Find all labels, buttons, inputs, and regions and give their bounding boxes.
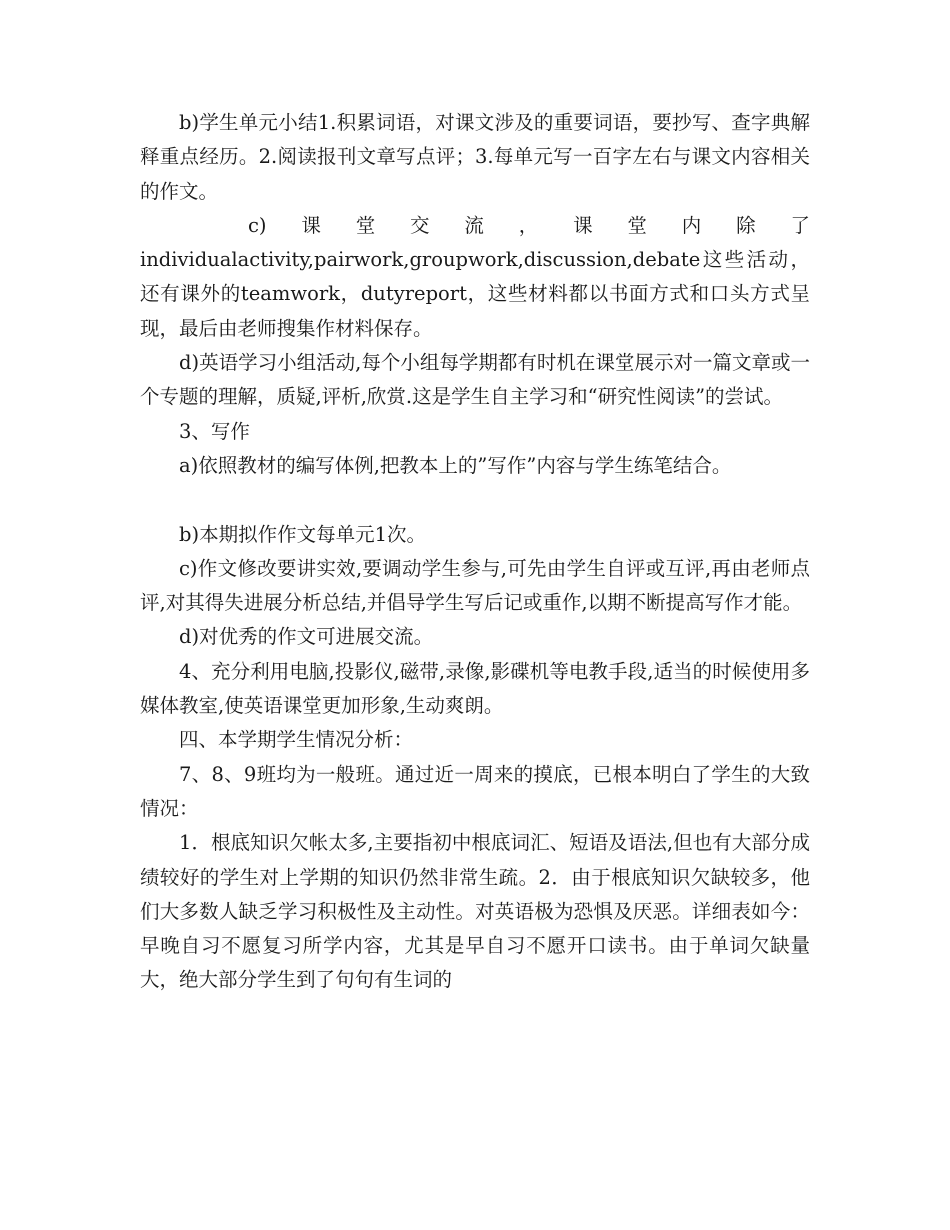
spaced-char: 课 bbox=[301, 213, 321, 237]
paragraph-class-overview: 7、8、9班均为一般班。通过近一周来的摸底，已根本明白了学生的大致情况： bbox=[140, 762, 810, 820]
spaced-char: 课 bbox=[573, 213, 593, 237]
blank-line bbox=[140, 483, 810, 517]
paragraph-multimedia: 4、充分利用电脑,投影仪,磁带,录像,影碟机等电教手段,适当的时候使用多媒体教室,使英语课堂更加形象,生动爽朗。 bbox=[140, 659, 810, 718]
spaced-char: ， bbox=[518, 213, 539, 237]
paragraph-basic-knowledge: 1．根底知识欠帐太多,主要指初中根底词汇、短语及语法,但也有大部分成绩较好的学生对上学期的知识仍然非常生疏。2．由于根底知识欠缺较多，他们大多数人缺乏学习积极性及主动性。对英语极为恐惧及厌恶。详细表如今：早晚自习不愿复习所学内容，尤其是早自习不愿开口读书。由于单词欠缺量大，绝大部分学生到了句句有生词的 bbox=[140, 831, 810, 992]
section-heading-writing: 3、写作 bbox=[179, 419, 250, 443]
paragraph-study-group: d)英语学习小组活动,每个小组每学期都有时机在课堂展示对一篇文章或一个专题的理解，质疑,评析,欣赏.这是学生自主学习和“研究性阅读”的尝试。 bbox=[140, 351, 810, 409]
spaced-char: 除 bbox=[736, 213, 756, 237]
spaced-char: 了 bbox=[790, 213, 810, 237]
spaced-char: 流 bbox=[464, 213, 484, 237]
paragraph-writing-b: b)本期拟作作文每单元1次。 bbox=[179, 522, 426, 546]
paragraph-writing-d: d)对优秀的作文可进展交流。 bbox=[179, 625, 434, 649]
spaced-char: c) bbox=[248, 213, 267, 237]
paragraph-writing-c: c)作文修改要讲实效,要调动学生参与,可先由学生自评或互评,再由老师点评,对其得失进展分析总结,并倡导学生写后记或重作,以期不断提高写作才能。 bbox=[140, 556, 810, 615]
document-body bbox=[140, 106, 810, 998]
paragraph-student-unit-summary: b)学生单元小结1.积累词语，对课文涉及的重要词语，要抄写、查字典解释重点经历。2.阅读报刊文章写点评；3.每单元写一百字左右与课文内容相关的作文。 bbox=[140, 111, 810, 203]
section-heading-student-analysis: 四、本学期学生情况分析： bbox=[179, 728, 414, 752]
paragraph-classroom-exchange-heading bbox=[140, 209, 810, 243]
spaced-char: 堂 bbox=[627, 213, 647, 237]
spaced-char: 堂 bbox=[355, 213, 376, 237]
spaced-char: 交 bbox=[410, 213, 430, 237]
paragraph-writing-a: a)依照教材的编写体例,把教本上的”写作”内容与学生练笔结合。 bbox=[179, 453, 732, 477]
paragraph-classroom-exchange: individualactivity,pairwork,groupwork,discussion,debate这些活动，还有课外的teamwork，dutyreport，这些材料都以书面方式和口头方式呈现，最后由老师搜集作材料保存。 bbox=[140, 248, 810, 340]
spaced-char: 内 bbox=[681, 213, 702, 237]
